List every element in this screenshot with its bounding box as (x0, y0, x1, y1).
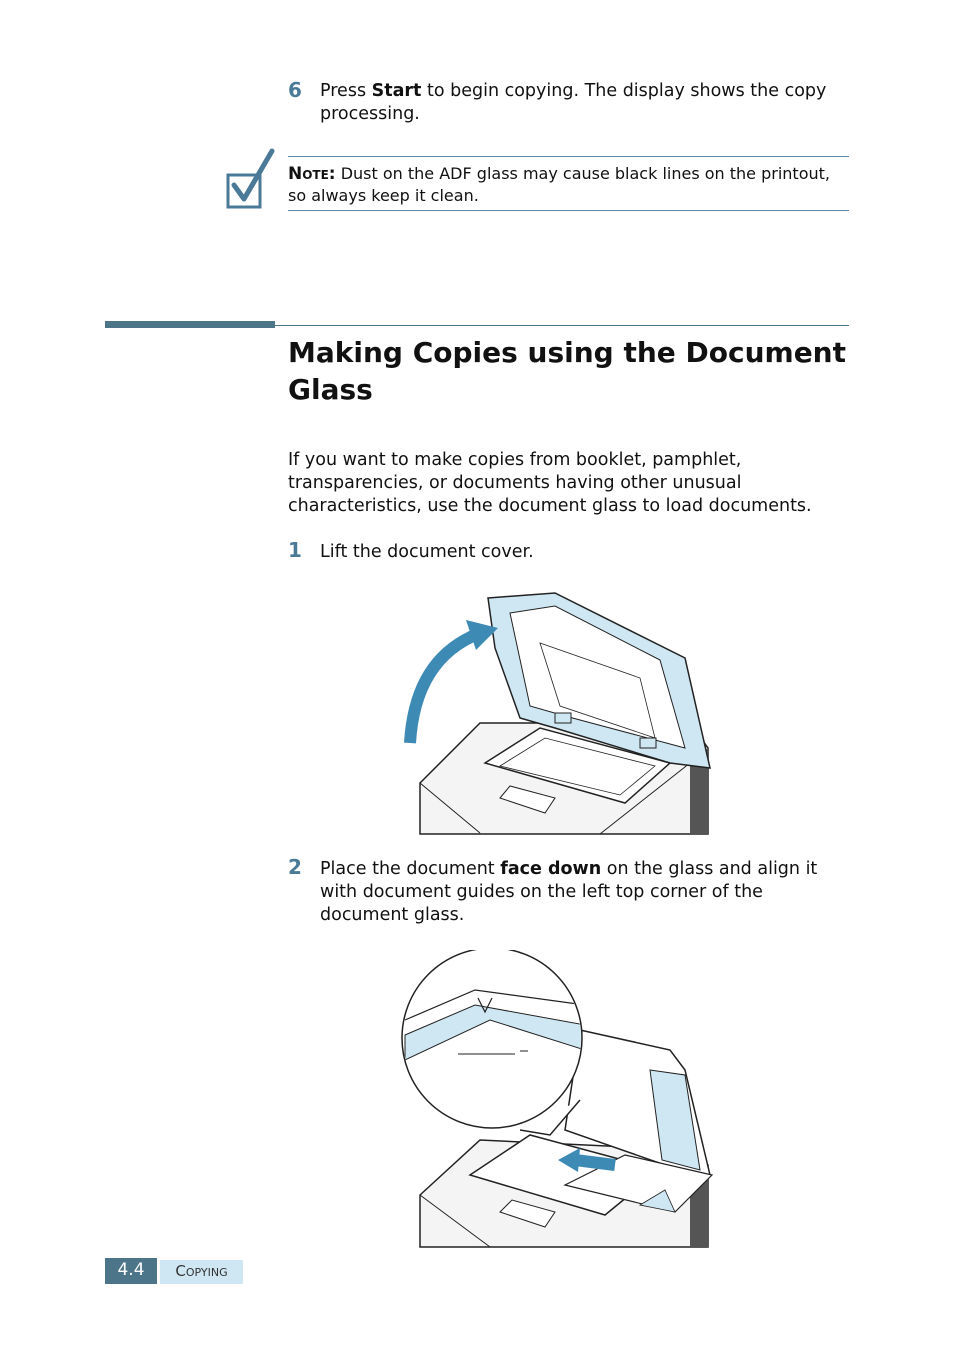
note-box (288, 156, 849, 211)
step-2-text (320, 858, 840, 927)
section-rule (275, 325, 849, 326)
step-2-bold: face down (500, 859, 602, 879)
note-text (288, 157, 849, 206)
step-number-6: 6 (288, 78, 302, 102)
step-number-2: 2 (288, 855, 302, 879)
step-6-bold: Start (371, 81, 422, 101)
section-bar (105, 321, 275, 328)
footer-chapter: Copying (160, 1260, 243, 1284)
place-document-illustration (400, 950, 715, 1248)
lift-cover-illustration (400, 588, 712, 836)
step-2-text-before: Place the document (320, 859, 501, 879)
step-6-text-before: Press (320, 81, 372, 101)
footer-page-number: 4.4 (105, 1258, 157, 1284)
note-check-icon (226, 147, 276, 211)
note-label: Note: (288, 164, 336, 184)
step-1-text: Lift the document cover. (320, 542, 534, 562)
section-intro: If you want to make copies from booklet, pamphlet, transparencies, or documents having other unusual characteristics, use the document glass to load documents. (288, 450, 812, 516)
section-title: Making Copies using the Document Glass (288, 336, 847, 406)
step-6-text (320, 80, 850, 126)
step-2-text-after: on the glass and align it with document guides on the left top corner of the document glass. (320, 859, 818, 925)
note-body: Dust on the ADF glass may cause black lines on the printout, so always keep it clean. (288, 164, 830, 205)
step-6-text-after: to begin copying. The display shows the copy processing. (320, 81, 827, 124)
step-number-1: 1 (288, 538, 302, 562)
